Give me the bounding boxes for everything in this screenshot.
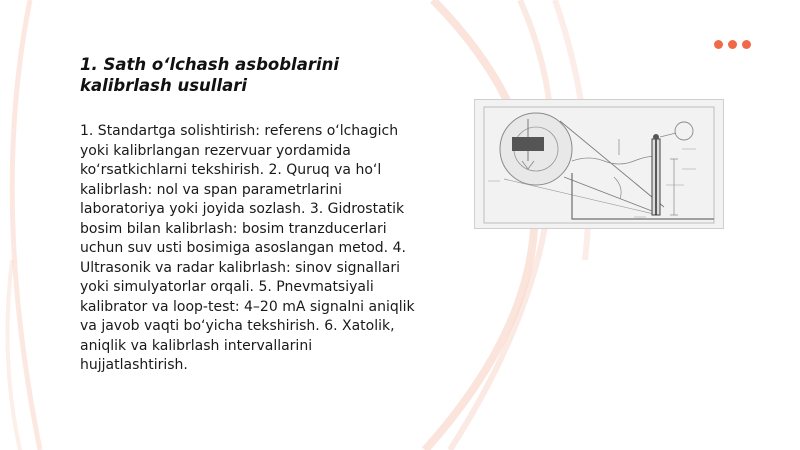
level-gauge-diagram [474, 99, 724, 229]
sensor-block [512, 137, 544, 151]
diagram-drawing [474, 99, 724, 229]
slide-title: 1. Sath o‘lchash asboblarini kalibrlash usullari [80, 55, 340, 95]
three-dots-icon [714, 40, 751, 49]
dot [742, 40, 751, 49]
slide-body-text: 1. Standartga solishtirish: referens o‘lchagich yoki kalibrlangan rezervuar yordamida ko‘rsatkichlarni tekshirish. 2. Quruq va ho‘l kalibrlash: nol va span parametrlarini laboratoriya yoki joyida sozlash. 3. Gidrostatik bosim bilan kalibrlash: bosim tranzducerlari uchun suv usti bosimiga asoslangan metod. 4. Ultrasonik va radar kalibrlash: sinov signallari yoki simulyatorlar orqali. 5. Pnevmatsiyali kalibrator va loop-test: 4–20 mA signalni aniqlik va javob vaqti bo‘yicha tekshirish. 6. Xatolik, aniqlik va kalibrlash intervallarini hujjatlashtirish. [80, 123, 415, 373]
dot [714, 40, 723, 49]
dot [728, 40, 737, 49]
